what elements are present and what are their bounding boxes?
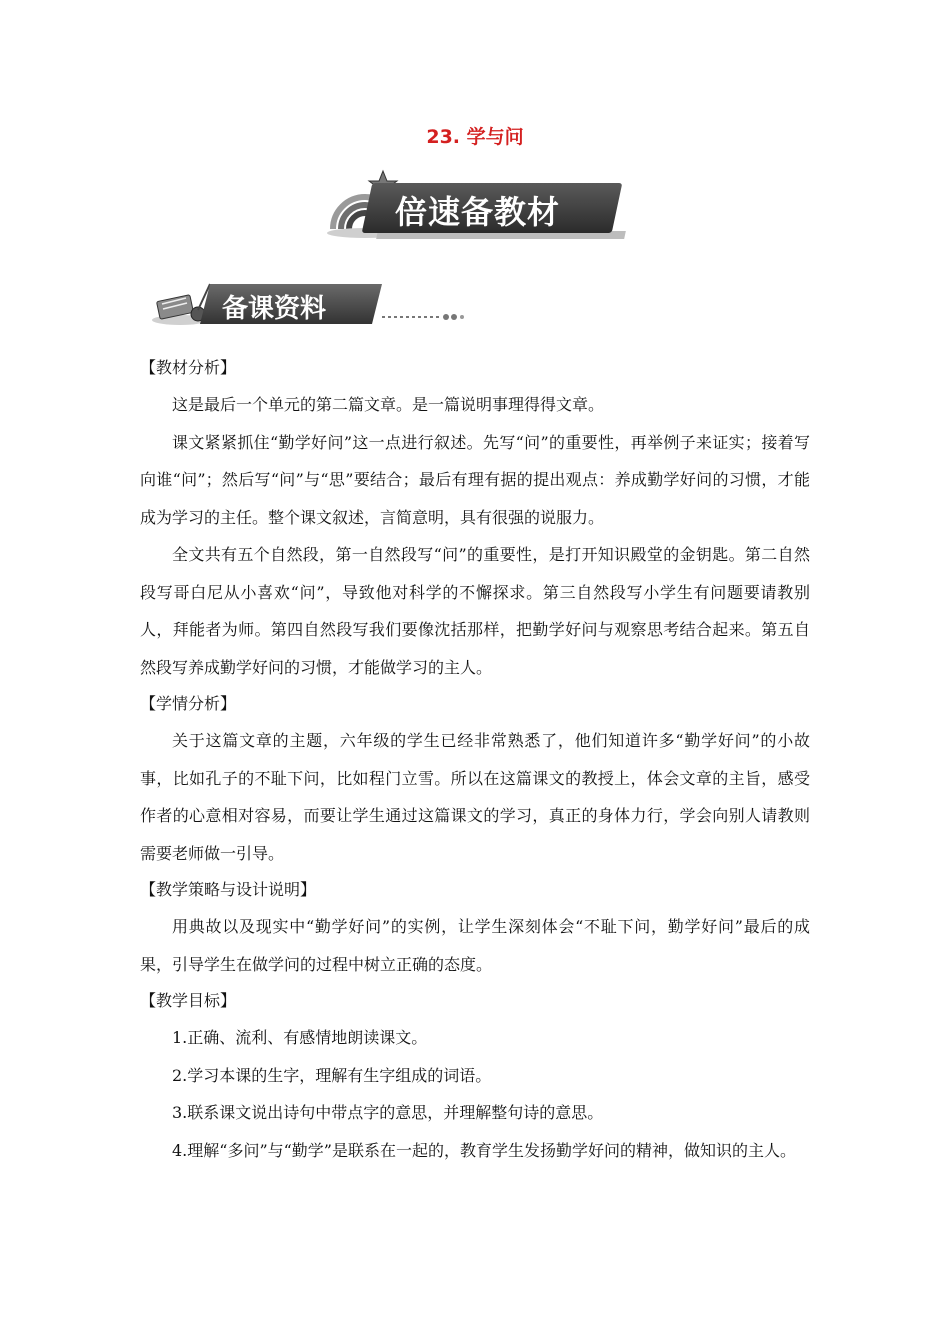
section-heading: 【教学策略与设计说明】	[140, 880, 317, 899]
document-body	[140, 350, 810, 1169]
paragraph: 课文紧紧抓住“勤学好问”这一点进行叙述。先写“问”的重要性，再举例子来证实；接着写向谁“问”；然后写“问”与“思”要结合；最后有理有据的提出观点：养成勤学好问的习惯，才能成为学习的主任。整个课文叙述，言简意明，具有很强的说服力。	[140, 432, 810, 527]
list-item: 3.联系课文说出诗句中带点字的意思，并理解整句诗的意思。	[172, 1103, 604, 1122]
section-heading: 【教学目标】	[140, 991, 237, 1010]
paragraph: 用典故以及现实中“勤学好问”的实例，让学生深刻体会“不耻下问，勤学好问”最后的成果，引导学生在做学问的过程中树立正确的态度。	[140, 917, 810, 974]
list-item: 2.学习本课的生字，理解有生字组成的词语。	[172, 1065, 492, 1085]
paragraph: 全文共有五个自然段，第一自然段写“问”的重要性，是打开知识殿堂的金钥匙。第二自然段写哥白尼从小喜欢“问”，导致他对科学的不懈探求。第三自然段写小学生有问题要请教别人，拜能者为师。第四自然段写我们要像沈括那样，把勤学好问与观察思考结合起来。第五自然段写养成勤学好问的习惯，才能做学习的主人。	[140, 545, 810, 677]
paragraph: 这是最后一个单元的第二篇文章。是一篇说明事理得得文章。	[172, 395, 605, 414]
page-title: 23. 学与问	[426, 126, 524, 148]
paragraph: 关于这篇文章的主题，六年级的学生已经非常熟悉了，他们知道许多“勤学好问”的小故事，比如孔子的不耻下问，比如程门立雪。所以在这篇课文的教授上，体会文章的主旨，感受作者的心意相对容易，而要让学生通过这篇课文的学习，真正的身体力行，学会向别人请教则需要老师做一引导。	[140, 731, 810, 863]
dotted-line-icon	[382, 312, 602, 322]
paragraph: 4.理解“多问”与“勤学”是联系在一起的，教育学生发扬勤学好问的精神，做知识的主人。	[172, 1140, 796, 1160]
section-heading: 【学情分析】	[140, 694, 237, 713]
banner2-label: 备课资料	[222, 294, 327, 324]
list-item: 1.正确、流利、有感情地朗读课文。	[172, 1028, 428, 1047]
banner1-label: 倍速备教材	[395, 193, 561, 231]
banner-beike	[150, 278, 490, 338]
section-heading: 【教材分析】	[140, 358, 237, 377]
banner-beisu	[325, 165, 625, 245]
